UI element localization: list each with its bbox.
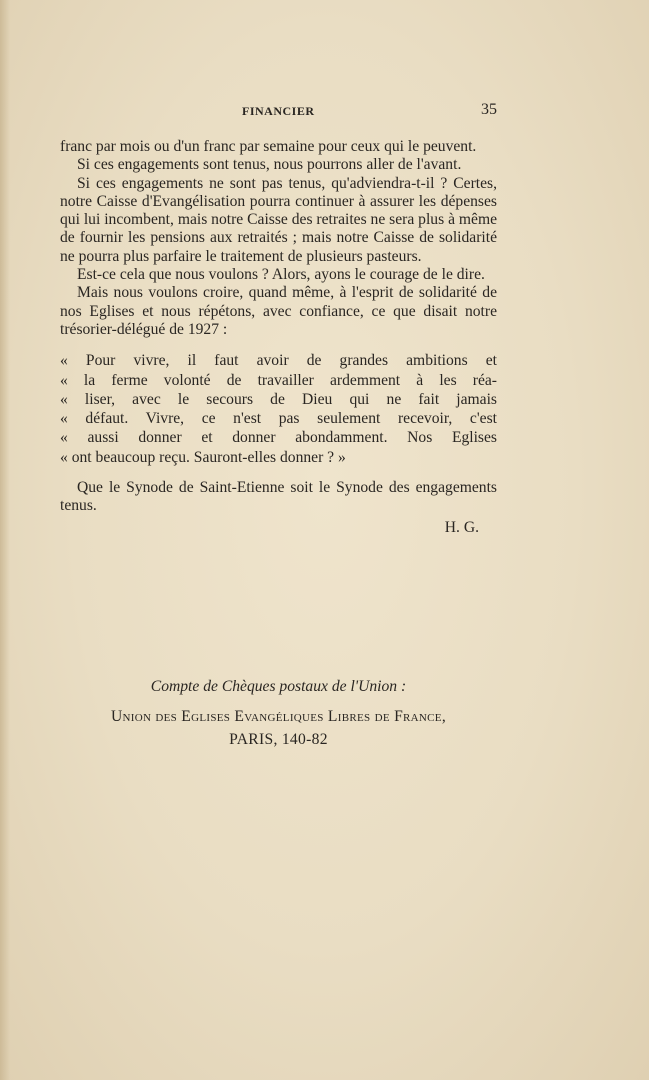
signature: H. G. bbox=[444, 518, 479, 536]
postal-account-number: PARIS, 140-82 bbox=[229, 731, 328, 748]
paragraph-continuation: franc par mois ou d'un franc par semaine pour ceux qui le peuvent. bbox=[60, 138, 477, 155]
quote-line: « Pour vivre, il faut avoir de grandes ambitions et bbox=[60, 352, 497, 370]
quote-line: « défaut. Vivre, ce n'est pas seulement recevoir, c'est bbox=[60, 410, 497, 428]
quote-line: « la ferme volonté de travailler ardemment à les réa- bbox=[60, 371, 497, 389]
quote-line: « liser, avec le secours de Dieu qui ne fait jamais bbox=[60, 390, 497, 408]
quote-line: « ont beaucoup reçu. Sauront-elles donner ? » bbox=[60, 448, 346, 466]
paragraph-synode: Que le Synode de Saint-Etienne soit le Synode des engagements tenus. bbox=[60, 479, 497, 515]
treasurer-quote bbox=[60, 351, 497, 467]
paragraph-courage: Est-ce cela que nous voulons ? Alors, ayons le courage de le dire. bbox=[77, 266, 485, 284]
body-text bbox=[60, 138, 497, 537]
postal-account-organization: Union des Eglises Evangéliques Libres de France, bbox=[110, 708, 447, 725]
paragraph-engagements-non-tenus: Si ces engagements ne sont pas tenus, qu'adviendra-t-il ? Certes, notre Caisse d'Evangélisation pourra continuer à assurer les dépenses qui lui incombent, mais notre Caisse des retraites ne sera plus à même de fournir les pensions aux retraités ; mais notre Caisse de solidarité ne pourra plus parfaire le traitement de plusieurs pasteurs. bbox=[60, 174, 497, 265]
page-header bbox=[60, 101, 497, 124]
page-number: 35 bbox=[481, 101, 497, 118]
running-title: FINANCIER bbox=[242, 104, 315, 118]
postal-account-caption: Compte de Chèques postaux de l'Union : bbox=[150, 678, 407, 695]
paragraph-engagements-tenus: Si ces engagements sont tenus, nous pourrons aller de l'avant. bbox=[77, 156, 462, 174]
paragraph-solidarite: Mais nous voulons croire, quand même, à l'esprit de solidarité de nos Eglises et nous répétons, avec confiance, ce que disait notre trésorier-délégué de 1927 : bbox=[60, 284, 497, 338]
quote-line: « aussi donner et donner abondamment. Nos Eglises bbox=[60, 429, 497, 447]
